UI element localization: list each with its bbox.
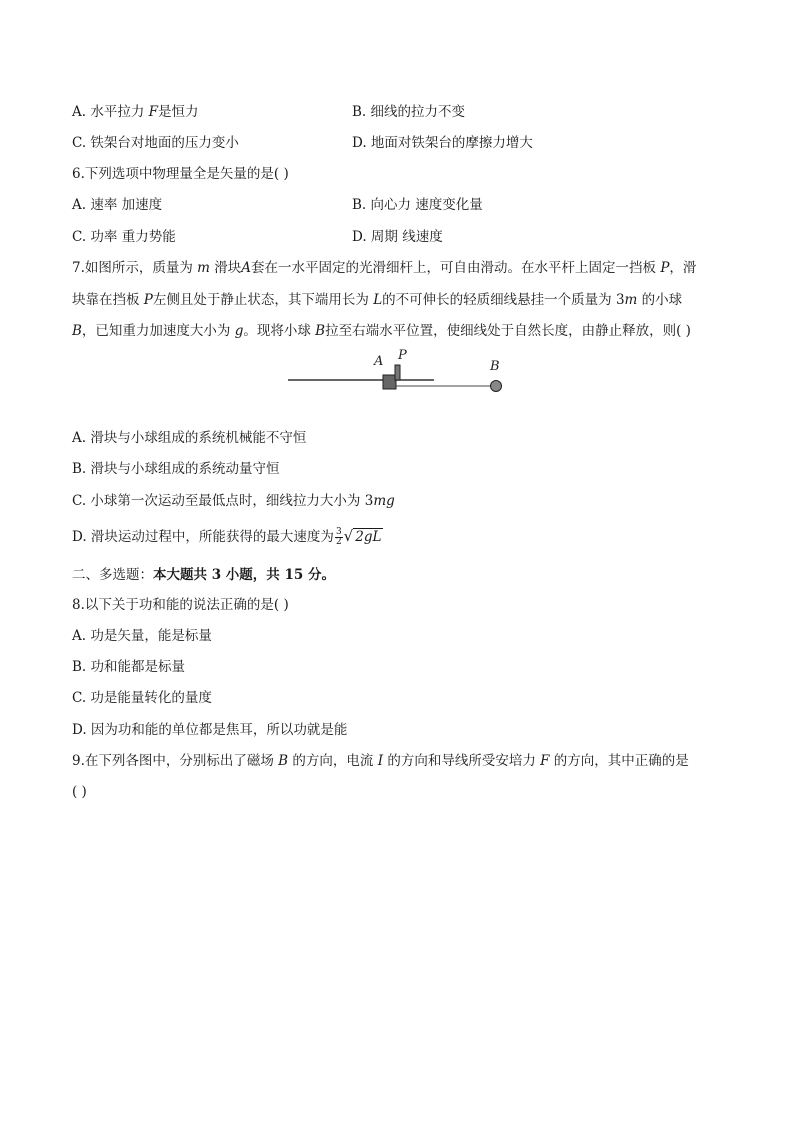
text: 。现将小球 xyxy=(243,323,316,339)
text: 的不可伸长的轻质细线悬挂一个质量为 3 xyxy=(382,292,625,308)
q9-stem-line1 xyxy=(72,751,689,771)
q7-stem-line3 xyxy=(72,321,691,341)
q6-option-c: C. 功率 重力势能 xyxy=(72,229,176,245)
q6-stem: 6.下列选项中物理量全是矢量的是( ) xyxy=(72,166,289,182)
q8-option-d: D. 因为功和能的单位都是焦耳，所以功就是能 xyxy=(72,722,348,738)
var-P: P xyxy=(143,292,153,308)
baffle-P xyxy=(395,365,400,380)
text: 的小球 xyxy=(637,292,683,308)
q5-option-a xyxy=(72,102,199,122)
text: 本大题共 3 小题，共 15 分。 xyxy=(153,567,335,583)
var-F: F xyxy=(540,753,550,769)
slider-A xyxy=(383,375,396,389)
var-m: m xyxy=(197,260,210,276)
label-P: P xyxy=(398,348,407,363)
label-B: B xyxy=(490,359,500,374)
text: 二、多选题： xyxy=(72,567,153,583)
text: 块靠在挡板 xyxy=(72,292,144,308)
q8-option-a: A. 功是矢量，能是标量 xyxy=(72,628,212,644)
q6-option-a: A. 速率 加速度 xyxy=(72,197,163,213)
var-mg: mg xyxy=(373,493,395,509)
q5-option-a-prefix: A. 水平拉力 xyxy=(72,104,149,120)
q5-option-b: B. 细线的拉力不变 xyxy=(352,104,466,120)
ball-B xyxy=(491,381,502,392)
q5-option-c: C. 铁架台对地面的压力变小 xyxy=(72,135,239,151)
q5-option-d: D. 地面对铁架台的摩擦力增大 xyxy=(352,135,533,151)
q7-stem-line2 xyxy=(72,290,682,310)
var-L: L xyxy=(373,292,383,308)
var-B: B xyxy=(278,753,289,769)
var-A: A xyxy=(241,260,252,276)
text: 的方向，电流 xyxy=(288,753,378,769)
numerator: 3 xyxy=(335,527,342,537)
text: 套在一水平固定的光滑细杆上，可自由滑动。在水平杆上固定一挡板 xyxy=(251,260,661,276)
q8-stem: 8.以下关于功和能的说法正确的是( ) xyxy=(72,597,289,613)
q6-option-b: B. 向心力 速度变化量 xyxy=(352,197,483,213)
var-I: I xyxy=(377,753,384,769)
q7-diagram xyxy=(284,345,514,400)
q7-stem-line1 xyxy=(72,258,696,278)
q6-option-d: D. 周期 线速度 xyxy=(352,229,443,245)
q8-option-c: C. 功是能量转化的量度 xyxy=(72,690,212,706)
sqrt-icon: √ xyxy=(343,527,354,545)
q7-option-a: A. 滑块与小球组成的系统机械能不守恒 xyxy=(72,430,307,446)
text: 拉至右端水平位置，使细线处于自然长度，由静止释放，则( ) xyxy=(325,323,691,339)
var-m: m xyxy=(624,292,638,308)
text: 滑块 xyxy=(209,260,242,276)
var-B: B xyxy=(72,323,82,339)
fraction-3-2 xyxy=(335,528,343,547)
var-g: g xyxy=(234,323,244,339)
section-title xyxy=(72,565,335,585)
q5-option-a-suffix: 是恒力 xyxy=(158,104,199,120)
text: 的方向，其中正确的是 xyxy=(549,753,689,769)
var-B: B xyxy=(315,323,326,339)
denominator: 2 xyxy=(335,537,342,547)
text: 左侧且处于静止状态，其下端用长为 xyxy=(152,292,374,308)
q7-option-c xyxy=(72,491,395,511)
text: 9.在下列各图中，分别标出了磁场 xyxy=(72,753,279,769)
q8-option-b: B. 功和能都是标量 xyxy=(72,659,186,675)
var-P: P xyxy=(660,260,670,276)
var-F: F xyxy=(148,104,158,120)
text: 7.如图所示，质量为 xyxy=(72,260,198,276)
q7-option-b: B. 滑块与小球组成的系统动量守恒 xyxy=(72,461,280,477)
q7-option-d xyxy=(72,526,383,547)
text: 的方向和导线所受安培力 xyxy=(383,753,541,769)
text: D. 滑块运动过程中，所能获得的最大速度为 xyxy=(72,529,334,545)
label-A: A xyxy=(374,354,384,369)
radicand: 2gL xyxy=(355,529,382,545)
text: ，滑 xyxy=(669,260,697,276)
q9-stem-line2: ( ) xyxy=(72,784,87,800)
text: ，已知重力加速度大小为 xyxy=(81,323,235,339)
text: C. 小球第一次运动至最低点时，细线拉力大小为 3 xyxy=(72,493,374,509)
